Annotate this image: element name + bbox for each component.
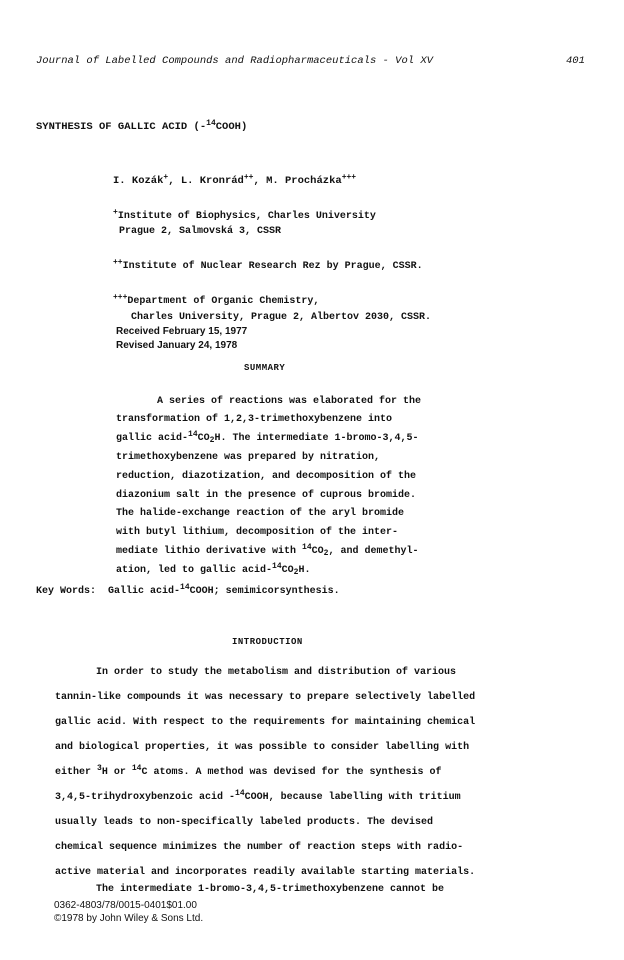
summary-line-9-rest: , and demethyl- bbox=[328, 546, 419, 557]
title-prefix: SYNTHESIS OF GALLIC ACID (- bbox=[36, 121, 207, 133]
affiliation-3 bbox=[113, 293, 320, 307]
summary-line-6: diazonium salt in the presence of cuprous bromide. bbox=[116, 490, 417, 501]
intro-line-5-isotope-c: 14 bbox=[131, 764, 142, 773]
summary-line-9-isotope: 14 bbox=[302, 543, 312, 552]
affiliation-1-mark: + bbox=[113, 208, 118, 217]
intro-line-6 bbox=[55, 789, 461, 803]
intro-line-6-rest: COOH, because labelling with tritium bbox=[244, 792, 461, 803]
affiliation-2 bbox=[113, 258, 423, 272]
affiliation-1-line-2: Prague 2, Salmovská 3, CSSR bbox=[119, 226, 282, 237]
summary-line-10-rest: H. bbox=[298, 565, 311, 576]
keywords bbox=[36, 583, 340, 597]
title-isotope: 14 bbox=[206, 119, 216, 128]
author-1: I. Kozák bbox=[113, 175, 164, 187]
intro-line-3: gallic acid. With respect to the requirements for maintaining chemical bbox=[55, 717, 476, 728]
intro-line-5-text: either bbox=[55, 767, 98, 778]
copyright-notice: ©1978 by John Wiley & Sons Ltd. bbox=[54, 913, 204, 924]
summary-line-3-text: gallic acid- bbox=[116, 433, 189, 444]
intro-line-5-isotope-h: 3 bbox=[97, 764, 102, 773]
summary-line-5: reduction, diazotization, and decomposition of the bbox=[116, 471, 417, 482]
affiliation-3-mark: +++ bbox=[113, 293, 128, 302]
summary-line-9-co: CO bbox=[311, 546, 324, 557]
intro-line-10: The intermediate 1-bromo-3,4,5-trimethoxybenzene cannot be bbox=[96, 884, 445, 895]
intro-line-1: In order to study the metabolism and distribution of various bbox=[96, 667, 457, 678]
keywords-text: Gallic acid- bbox=[108, 586, 181, 597]
intro-line-5-rest: C atoms. A method was devised for the synthesis of bbox=[141, 767, 442, 778]
intro-line-6-text: 3,4,5-trihydroxybenzoic acid - bbox=[55, 792, 236, 803]
summary-line-10-isotope: 14 bbox=[272, 562, 282, 571]
intro-line-9: active material and incorporates readily available starting materials. bbox=[55, 867, 476, 878]
affiliation-1-line-1: Institute of Biophysics, Charles University bbox=[117, 211, 376, 222]
summary-line-9-text: mediate lithio derivative with bbox=[116, 546, 303, 557]
summary-line-4: trimethoxybenzene was prepared by nitration, bbox=[116, 452, 381, 463]
summary-line-10 bbox=[116, 562, 311, 577]
author-3: , M. Procházka bbox=[253, 175, 342, 187]
received-date: Received February 15, 1977 bbox=[116, 326, 248, 337]
affiliation-3-line-1: Department of Organic Chemistry, bbox=[127, 296, 320, 307]
summary-heading: SUMMARY bbox=[244, 363, 286, 373]
article-title bbox=[36, 119, 248, 133]
intro-line-2: tannin-like compounds it was necessary to prepare selectively labelled bbox=[55, 692, 476, 703]
summary-line-7: The halide-exchange reaction of the aryl bromide bbox=[116, 508, 405, 519]
summary-line-3-co: CO bbox=[197, 433, 210, 444]
intro-line-5 bbox=[55, 764, 442, 778]
intro-line-6-isotope: 14 bbox=[235, 789, 245, 798]
title-suffix: COOH) bbox=[215, 121, 248, 133]
summary-line-10-subscript: 2 bbox=[293, 568, 299, 577]
author-3-mark: +++ bbox=[341, 173, 357, 182]
article-code: 0362-4803/78/0015-0401$01.00 bbox=[54, 900, 197, 911]
author-2: , L. Kronrád bbox=[168, 175, 244, 187]
author-2-mark: ++ bbox=[243, 173, 254, 182]
page-number: 401 bbox=[566, 55, 585, 67]
summary-line-3-isotope: 14 bbox=[188, 430, 198, 439]
author-1-mark: + bbox=[163, 173, 169, 182]
affiliation-1 bbox=[113, 208, 376, 222]
affiliation-2-mark: ++ bbox=[113, 258, 123, 267]
author-list bbox=[113, 173, 357, 187]
revised-date: Revised January 24, 1978 bbox=[116, 340, 238, 351]
intro-line-8: chemical sequence minimizes the number of reaction steps with radio- bbox=[55, 842, 464, 853]
summary-line-3 bbox=[116, 430, 419, 445]
intro-line-7: usually leads to non-specifically labeled products. The devised bbox=[55, 817, 434, 828]
keywords-isotope: 14 bbox=[180, 583, 190, 592]
keywords-label: Key Words: bbox=[36, 586, 109, 597]
summary-line-10-text: ation, led to gallic acid- bbox=[116, 565, 273, 576]
summary-line-9 bbox=[116, 543, 419, 558]
keywords-rest: COOH; semimicorsynthesis. bbox=[189, 586, 340, 597]
affiliation-2-line: Institute of Nuclear Research Rez by Prague, CSSR. bbox=[122, 261, 423, 272]
summary-line-8: with butyl lithium, decomposition of the inter- bbox=[116, 527, 399, 538]
summary-line-2: transformation of 1,2,3-trimethoxybenzene into bbox=[116, 414, 393, 425]
intro-line-4: and biological properties, it was possible to consider labelling with bbox=[55, 742, 470, 753]
affiliation-3-line-2: Charles University, Prague 2, Albertov 2030, CSSR. bbox=[131, 312, 432, 323]
summary-line-3-rest: H. The intermediate 1-bromo-3,4,5- bbox=[214, 433, 419, 444]
summary-line-9-subscript: 2 bbox=[323, 549, 329, 558]
introduction-heading: INTRODUCTION bbox=[232, 637, 303, 647]
summary-line-1: A series of reactions was elaborated for the bbox=[157, 396, 422, 407]
intro-line-5-mid: H or bbox=[101, 767, 132, 778]
summary-line-3-subscript: 2 bbox=[209, 436, 215, 445]
summary-line-10-co: CO bbox=[281, 565, 294, 576]
journal-header: Journal of Labelled Compounds and Radiopharmaceuticals - Vol XV bbox=[36, 55, 433, 67]
